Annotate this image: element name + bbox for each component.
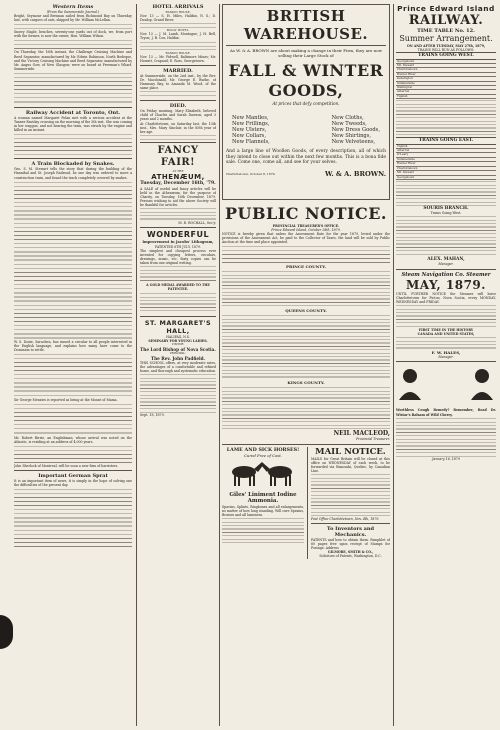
station-name: Alberton: [396, 90, 468, 94]
paragraph: Mr. Robert Birrie, an Englishman, whose arrival was noted on the Atlantic, is residing at an address of 4,000 years.: [14, 435, 132, 445]
brit-intro: As W. & A. BROWN are about making a change in their Firm, they are now selling their Large Stock of: [229, 48, 383, 58]
lithogram-body: The simplest and cheapest process ever invented for copying letters, circulars, drawings, music, etc. Sixty copies can be taken from one original writing.: [140, 248, 216, 266]
kings-county-heading: KINGS COUNTY.: [287, 380, 325, 386]
going-west-heading: TRAINS GOING WEST.: [396, 52, 496, 59]
station-name: Mt. Stewart: [396, 171, 468, 175]
new-goods-right: [332, 115, 380, 145]
paragraph: Bright, Seymour and Brennan sailed from Richmond Bay on Thursday last, with cargoes of oats, shipped by Mr. William McLellan.: [14, 14, 132, 23]
married-heading: MARRIED.: [163, 67, 193, 74]
station-name: Kensington: [396, 77, 468, 81]
cure-ad: Worthless Cough Remedy? Remember, Read Dr. Wistar's Balsam of Wild Cherry.: [396, 408, 496, 417]
giles-heading: Giles' Liniment Iodine Ammonia.: [229, 491, 297, 505]
german-sprat-heading: Important German Sprat: [38, 473, 108, 480]
station-name: Summerside: [396, 157, 468, 161]
time-cell: [487, 94, 496, 98]
station-name: O'Leary: [396, 153, 468, 157]
column-3: [222, 4, 390, 726]
binding-hole: [0, 615, 13, 649]
neil-title: Provincial Treasurer.: [356, 437, 390, 442]
goods-item: New Tweeds,: [331, 121, 367, 127]
station-name: Wellington: [396, 86, 468, 90]
halifax: HALIFAX, N.S.: [166, 334, 190, 339]
railway-heading: RAILWAY.: [408, 13, 484, 28]
goods-item: New Collars,: [232, 133, 266, 139]
school-date: Sept. 18, 1879.: [140, 413, 165, 418]
goods-item: New Ulsters,: [232, 127, 267, 133]
fancy-fair-heading: FANCY FAIR!: [157, 144, 199, 168]
lithogram-sub: Improvement in Jacobs' Lithogram,: [142, 240, 214, 245]
giles-body: Spavins, Splints, Ringbones and all enlargements, no matter of how long standing. Will cure Sprains, Bruises and all lameness.: [222, 504, 304, 517]
hotel-name: RANKIN HOUSE.: [165, 50, 191, 55]
new-goods-left: [232, 115, 270, 145]
snakes-heading: A Train Blockaded by Snakes.: [31, 161, 115, 168]
principal-label: PRINCIPAL:: [170, 351, 186, 355]
cured-sub: Cured Free of Cost.: [244, 452, 282, 458]
paragraph: John Sherlock of Montreal, will be soon a new firm of barristers.: [14, 464, 119, 469]
fair-date: Tuesday, December 16th, '79.: [140, 180, 216, 186]
railway-accident-heading: Railway Accident at Toronto, Ont.: [25, 109, 121, 116]
paragraph: It is an important item of news, it is simply in the hope of solving one the difficulties of the present day.: [14, 479, 132, 488]
public-notice-heading: PUBLIC NOTICE.: [225, 204, 387, 223]
fancy-at: AT THE: [172, 168, 184, 173]
patented: PATENTED 6TH JULY, 1879.: [155, 244, 201, 249]
station-name: Tignish: [396, 94, 468, 98]
arrivals-list: Nov. 13 — S. H. Miles, Halifax, N. S.; D. Dunlop, Grand River.: [140, 14, 216, 23]
visitor-label: VISITOR:: [171, 342, 185, 346]
gold-medal: A GOLD MEDAL AWARDED TO THE PATENTEE.: [146, 283, 210, 292]
st-margarets-heading: ST. MARGARET'S HALL,: [144, 318, 212, 335]
notice-body: NOTICE is hereby given that unless the Assessment Rate for the year 1879, levied under the provisions of the Assessment Act, be paid to the Collector of Taxes, the land will be sold by Public Auction at the time and place appointed.: [222, 232, 390, 245]
hotel-name: RANKIN HOUSE.: [165, 10, 191, 14]
first-time: FIRST TIME IN THE HISTORY: [418, 328, 474, 333]
west-timetable: [396, 60, 496, 100]
horses-illustration: [222, 458, 304, 488]
fair-body: A SALE of useful and fancy articles will be held in the Athenæum, for the purpose of Charity, on Tuesday, 16th December, 1879. Persons wishing to aid the above Society will be thankful for articles.: [140, 186, 216, 208]
going-east-heading: TRAINS GOING EAST.: [396, 137, 496, 144]
goods-item: New Velveteens,: [331, 139, 376, 145]
goods-item: New Frillings,: [232, 121, 270, 127]
goods-item: New Shirtings,: [331, 133, 372, 139]
inventors-body: PATENTS and how to obtain them. Pamphlet of 60 pages free upon receipt of Stamps for Postage. Address: [310, 538, 390, 551]
steam-navigation: Steam Navigation Co. Steamer: [401, 271, 491, 278]
british-warehouse-heading: BRITISH WAREHOUSE.: [243, 7, 369, 43]
may-heading: MAY, 1879.: [406, 277, 486, 292]
manager-title: Manager.: [438, 262, 454, 267]
died-heading: DIED.: [169, 103, 187, 110]
mail-sign: Post Office Charlottetown, Nov. 4th, 1879.: [310, 516, 380, 521]
inventors-heading: To Inventors and Mechanics.: [326, 526, 375, 539]
station-name: Georgetown: [396, 60, 468, 64]
paragraph: On Thursday, the 16th instant, the Challenge Cruising Machine and Reed Separator, manufactured by Mr. Edwin Robinson, North Bedeque, and the Victory Cruising Machine and Reed Separator, manufactured by Mr. Angus Gow, of New Glasgow, were on board at Freeman's Wharf, Summerside.: [14, 50, 132, 71]
column-2: [140, 4, 216, 726]
source-note: (From the Summerside Journal.): [46, 10, 100, 14]
rev: The Rev. John Padfield.: [150, 355, 206, 361]
gilmore: GILMORE, SMITH & CO.,: [327, 550, 374, 555]
western-items-heading: Western Items: [52, 4, 94, 10]
paragraph: Geo. S. M. Stewart tells the story that during the building of the Hannibal and St. Joseph Railroad, he one day was ordered to move a construction train, and found the track completely covered by snakes.: [14, 167, 132, 180]
arrivals-list: Nov. 13 — Mr. Pidwell, Baltimore Mines; Mr. Howatt, Crapaud; E. Ross, Georgetown.: [140, 54, 216, 63]
portrait-illustrations: [396, 364, 496, 404]
bishop: The Lord Bishop of Nova Scotia.: [140, 346, 216, 352]
column-rule: [393, 4, 394, 726]
neil-macleod: NEIL MACLEOD,: [333, 430, 390, 438]
prices: At prices that defy competition.: [272, 101, 340, 106]
notice-text: On Friday morning, Mary Elizabeth, beloved child of Charles and Sarah Dawson, aged 3 years and 2 months.: [140, 109, 216, 122]
time-cell: [487, 175, 496, 179]
goods-item: New Cloths,: [331, 115, 364, 121]
time-cell: [477, 94, 486, 98]
steam-manager: Manager.: [438, 355, 454, 360]
station-name: Tignish: [396, 145, 468, 149]
notice-text: At Summerside, on the 2nd inst., by the Rev. Dr. Macdonald, Mr. George E. Burke, of Harmony Bay, to Amanda M. Wood, of the same place.: [140, 73, 216, 91]
time-cell: [468, 94, 477, 98]
notice-text: At Charlottetown, on Saturday last, the 13th inst., Mrs. Mary Sinclair, in the 85th year of her age.: [140, 121, 216, 134]
goods-item: New Dress Goods,: [331, 127, 380, 133]
station-name: Alberton: [396, 149, 468, 153]
column-4: [396, 4, 496, 726]
souris-heading: SOURIS BRANCH.: [423, 205, 469, 211]
timetable-row: [396, 94, 496, 98]
british-warehouse-ad: [222, 4, 390, 200]
station-name: Charlottetown: [396, 68, 468, 72]
queens-county-heading: QUEENS COUNTY.: [285, 308, 327, 314]
arrivals-list: Nov. 13 — J. M. Lamb, Montague; J. H. Bell, Tryon; J. B. Cox, Halifax.: [140, 32, 216, 41]
summer-arrangement: Summer Arrangement.: [399, 34, 493, 43]
station-name: Georgetown: [396, 175, 468, 179]
commencing: ON AND AFTER TUESDAY, MAY 27th, 1879,: [406, 44, 486, 48]
us-canada: CANADA AND UNITED STATES,: [417, 332, 475, 337]
brit-sign: W. & A. BROWN.: [324, 169, 386, 178]
souris-sub: Trains Going West.: [430, 211, 462, 216]
hotel-arrivals-heading: HOTEL ARRIVALS: [152, 4, 204, 10]
fall-winter-heading: FALL & WINTER GOODS,: [228, 61, 384, 100]
station-name: Mt. Stewart: [396, 64, 468, 68]
steam-sign: F. W. HALES,: [431, 350, 461, 356]
fair-signed: M. R. ROCHALL, Sec'y.: [178, 221, 216, 226]
goods-item: New Flannels,: [232, 139, 270, 145]
prince-county-heading: PRINCE COUNTY.: [285, 264, 326, 270]
mail-notice-heading: MAIL NOTICE.: [315, 446, 386, 457]
mail-body: MAILS for Great Britain will be closed at this office on WEDNESDAY of each week, to be forwarded via Rimouski, Quebec, by Canadian Line.: [310, 456, 390, 473]
station-name: Hunter River: [396, 72, 468, 76]
horse-ad: [222, 447, 304, 559]
manager-name: ALEX. MAHAN,: [427, 257, 465, 263]
paragraph: A woman named Margaret Folan met with a serious accident at the Tanner Eastday crossing on the morning of the 5th inst. She was coming in her waggon, and not hearing the train, was struck by the engine and killed in an instant.: [14, 115, 132, 133]
station-name: Summerside: [396, 81, 468, 85]
time-table: TIME TABLE No. 12.: [417, 28, 475, 34]
paragraph: W. S. Doxie, Sarachen, has issued a circular to all people interested in the English language, and explains how many have come to the Dominion to settle.: [14, 339, 132, 352]
hotel-name: MILLS' HOTEL.: [166, 28, 190, 33]
brit-date: Charlottetown, October 8, 1879.: [226, 171, 276, 176]
mail-ad: [311, 447, 390, 559]
school-body: THIS SCHOOL offers, at very moderate rates, the advantages of a comfortable and refined home, and thorough and systematic education.: [140, 360, 216, 374]
goods-item: New Mantles,: [232, 115, 269, 121]
wonderful-heading: WONDERFUL: [146, 230, 210, 240]
steam-body: UNTIL FURTHER NOTICE the Steamer will leave Charlottetown for Pictou, Nova Scotia, every MONDAY, WEDNESDAY and FRIDAY.: [396, 291, 496, 305]
timetable-row: [396, 175, 496, 179]
pei-heading: Prince Edward Island: [397, 4, 495, 13]
paragraph: Snowy Maple, benches, seventy-one yards out of dock, we, from port with the former, is now the owner, Hon. William Wilson.: [14, 30, 132, 39]
trains-will: TRAINS WILL RUN AS FOLLOWS:: [417, 48, 475, 53]
gilmore-sub: Solicitors of Patents, Washington, D.C.: [319, 554, 382, 559]
time-cell: [477, 175, 486, 179]
athenaeum-heading: ATHENÆUM,: [151, 172, 205, 181]
station-name: Charlottetown: [396, 166, 468, 170]
office-sub: Prince Edward Island, October 28th, 1879.: [271, 228, 341, 233]
office-heading: PROVINCIAL TREASURER'S OFFICE.: [272, 224, 340, 228]
lame-horses-heading: LAME AND SICK HORSES!: [226, 446, 300, 453]
seminary: SEMINARY FOR YOUNG LADIES.: [148, 338, 208, 343]
column-1: [14, 4, 132, 726]
east-timetable: [396, 145, 496, 180]
paragraph: Sir George Menzies is reported as being at the Mount of Mama.: [14, 397, 118, 402]
column-rule: [219, 4, 220, 726]
sign-date: January 16, 1879: [432, 456, 460, 461]
brit-body: And a large line of Woollen Goods, of every description, all of which they intend to close out within the next few months. This is a bona fide sale. Come one, come all, and see for your selves.: [226, 149, 386, 166]
station-name: Hunter River: [396, 162, 468, 166]
time-cell: [468, 175, 477, 179]
column-rule: [136, 4, 137, 726]
